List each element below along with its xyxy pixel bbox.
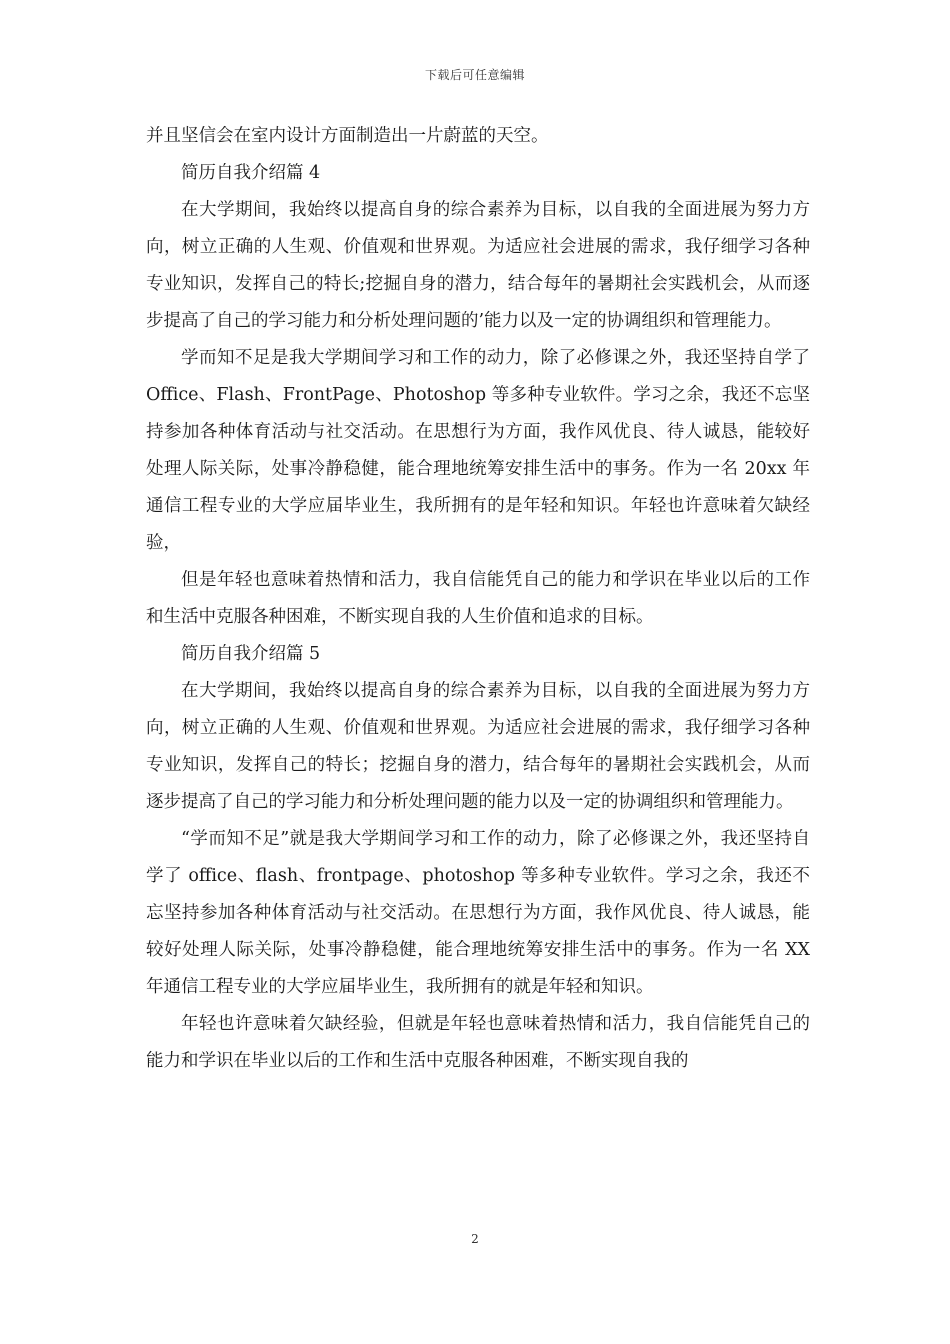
paragraph: 在大学期间，我始终以提高自身的综合素养为目标，以自我的全面进展为努力方向，树立正确的人生观、价值观和世界观。为适应社会进展的需求，我仔细学习各种专业知识，发挥自己的特长;挖掘自身的潜力，结合每年的暑期社会实践机会，从而逐步提高了自己的学习能力和分析处理问题的’能力以及一定的协调组织和管理能力。 — [146, 200, 810, 331]
paragraph: “学而知不足”就是我大学期间学习和工作的动力，除了必修课之外，我还坚持自学了 office、flash、frontpage、photoshop 等多种专业软件。学习之余，我还不忘坚持参加各种体育活动与社交活动。在思想行为方面，我作风优良、待人诚恳，能较好处理人际关际，处事冷静稳健，能合理地统筹安排生活中的事务。作为一名 XX 年通信工程专业的大学应届毕业生，我所拥有的就是年轻和知识。 — [146, 829, 810, 997]
document-body — [146, 118, 810, 1080]
page-number: 2 — [471, 1232, 479, 1246]
page-header: 下载后可任意编辑 — [424, 68, 525, 82]
paragraph: 在大学期间，我始终以提高自身的综合素养为目标，以自我的全面进展为努力方向，树立正确的人生观、价值观和世界观。为适应社会进展的需求，我仔细学习各种专业知识，发挥自己的特长；挖掘自身的潜力，结合每年的暑期社会实践机会，从而逐步提高了自己的学习能力和分析处理问题的能力以及一定的协调组织和管理能力。 — [146, 681, 810, 812]
paragraph: 年轻也许意味着欠缺经验，但就是年轻也意味着热情和活力，我自信能凭自己的能力和学识在毕业以后的工作和生活中克服各种困难，不断实现自我的 — [146, 1014, 810, 1071]
paragraph: 但是年轻也意味着热情和活力，我自信能凭自己的能力和学识在毕业以后的工作和生活中克服各种困难，不断实现自我的人生价值和追求的目标。 — [146, 570, 810, 627]
section-heading-5: 简历自我介绍篇 5 — [181, 644, 321, 664]
paragraph: 学而知不足是我大学期间学习和工作的动力，除了必修课之外，我还坚持自学了 Office、Flash、FrontPage、Photoshop 等多种专业软件。学习之余，我还不忘坚持参加各种体育活动与社交活动。在思想行为方面，我作风优良、待人诚恳，能较好处理人际关际，处事冷静稳健，能合理地统筹安排生活中的事务。作为一名 20xx 年通信工程专业的大学应届毕业生，我所拥有的是年轻和知识。年轻也许意味着欠缺经验， — [146, 348, 810, 553]
section-heading-4: 简历自我介绍篇 4 — [181, 163, 321, 183]
paragraph-continuation: 并且坚信会在室内设计方面制造出一片蔚蓝的天空。 — [146, 126, 549, 146]
